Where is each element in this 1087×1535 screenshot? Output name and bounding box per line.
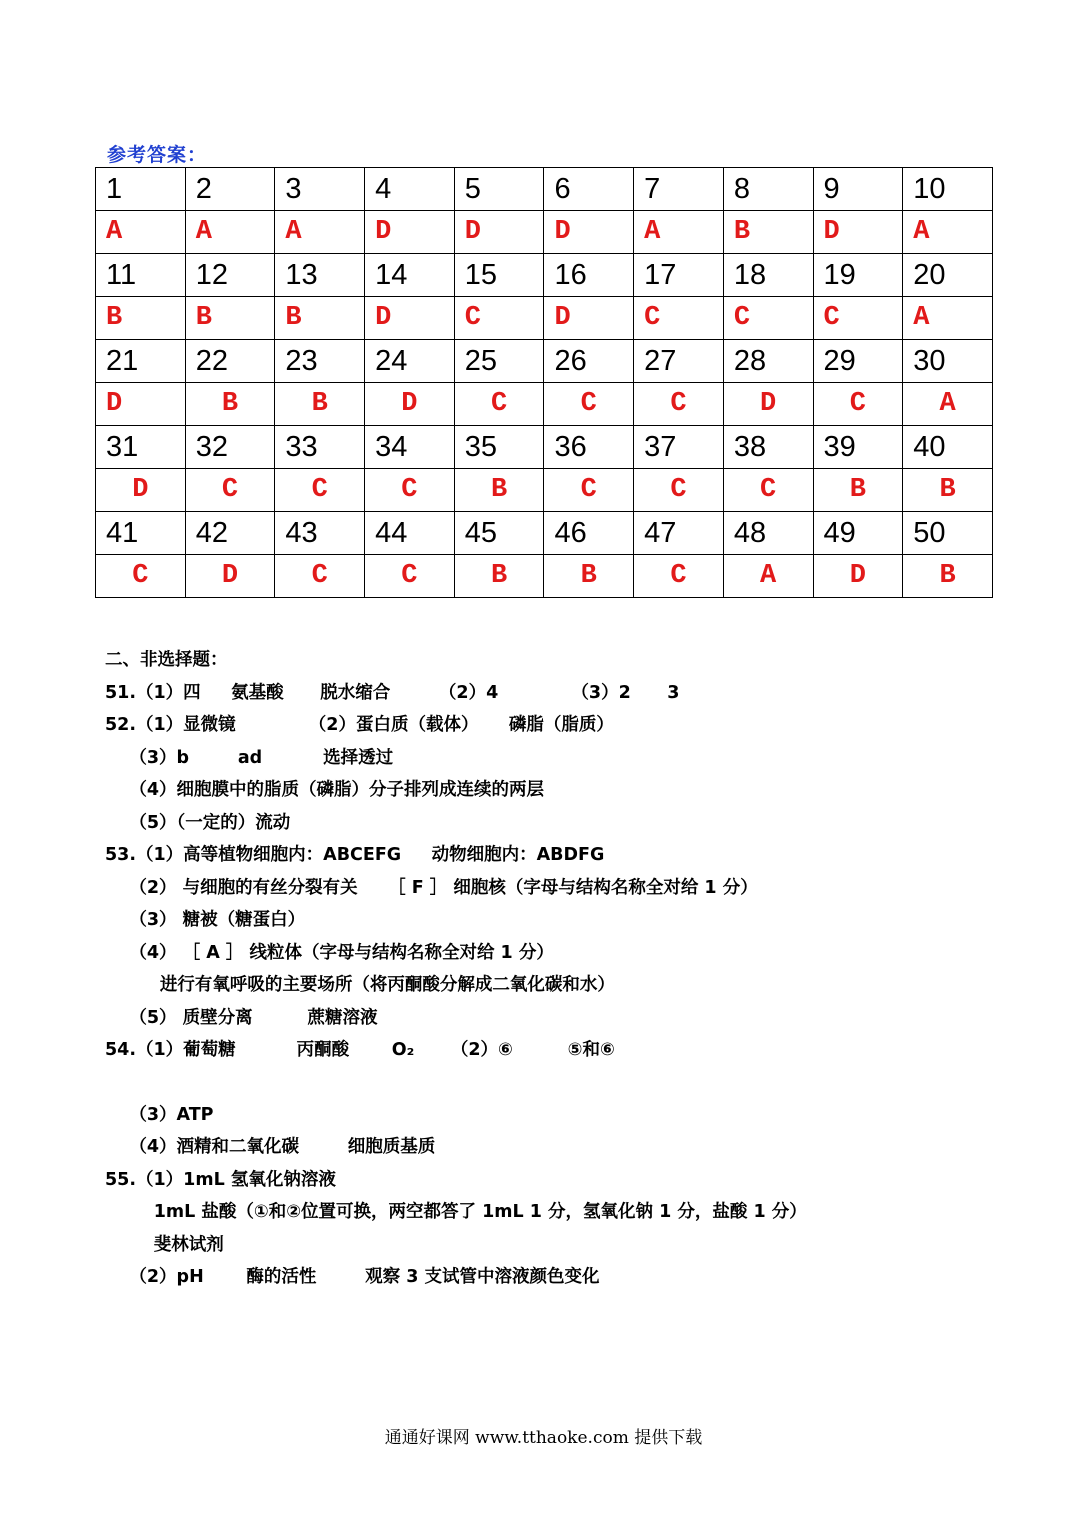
answer-line: （3）b ad 选择透过 [105,747,394,768]
answer-cell: C [365,555,455,598]
answer-line: （5） 质壁分离 蔗糖溶液 [105,1007,378,1028]
question-number-cell: 27 [634,340,724,383]
answer-cell: D [813,555,903,598]
answer-cell: A [634,211,724,254]
answer-cell: C [634,383,724,426]
question-number-cell: 2 [185,168,275,211]
answer-cell: C [634,297,724,340]
answer-cell: B [96,297,186,340]
question-number-cell: 47 [634,512,724,555]
question-number-cell: 37 [634,426,724,469]
answer-heading: 参考答案： [107,144,208,166]
question-number-cell: 8 [723,168,813,211]
answer-line: 斐林试剂 [105,1234,224,1255]
answer-cell: A [903,211,993,254]
question-number-cell: 23 [275,340,365,383]
answer-cell: D [96,383,186,426]
answer-line: 51.（1）四 氨基酸 脱水缩合 （2）4 （3）2 3 [105,682,680,703]
answer-cell: C [813,297,903,340]
question-number-row [96,426,993,469]
question-number-cell: 20 [903,254,993,297]
question-number-cell: 24 [365,340,455,383]
answer-cell: D [544,211,634,254]
answer-cell: B [275,297,365,340]
question-number-cell: 39 [813,426,903,469]
question-number-cell: 18 [723,254,813,297]
answer-line: 1mL 盐酸（①和②位置可换，两空都答了 1mL 1 分，氢氧化钠 1 分，盐酸 1 分） [105,1202,807,1222]
answer-cell: A [723,555,813,598]
answer-cell: D [813,211,903,254]
question-number-cell: 26 [544,340,634,383]
answer-cell: D [185,555,275,598]
question-number-cell: 6 [544,168,634,211]
question-number-cell: 3 [275,168,365,211]
question-number-cell: 12 [185,254,275,297]
answer-cell: C [723,469,813,512]
question-number-cell: 5 [454,168,544,211]
question-number-row [96,512,993,555]
question-number-row [96,340,993,383]
question-number-row [96,254,993,297]
question-number-cell: 19 [813,254,903,297]
answer-cell: B [185,383,275,426]
question-number-cell: 17 [634,254,724,297]
question-number-cell: 10 [903,168,993,211]
answer-line: 54.（1）葡萄糖 丙酮酸 O₂ （2）⑥ ⑤和⑥ [105,1040,615,1060]
answer-cell: C [634,469,724,512]
answer-cell: A [185,211,275,254]
answer-cell: D [723,383,813,426]
answer-line: （2）pH 酶的活性 观察 3 支试管中溶液颜色变化 [105,1267,600,1287]
answer-body [105,644,1005,1294]
question-number-cell: 50 [903,512,993,555]
answer-cell: D [365,297,455,340]
question-number-cell: 46 [544,512,634,555]
answer-cell: C [813,383,903,426]
question-number-cell: 28 [723,340,813,383]
question-number-cell: 14 [365,254,455,297]
answer-row [96,383,993,426]
question-number-cell: 7 [634,168,724,211]
answer-row [96,297,993,340]
answer-line: （4）细胞膜中的脂质（磷脂）分子排列成连续的两层 [105,780,545,800]
question-number-cell: 40 [903,426,993,469]
question-number-cell: 29 [813,340,903,383]
answer-cell: C [544,469,634,512]
answer-cell: C [275,469,365,512]
question-number-cell: 49 [813,512,903,555]
answer-cell: A [903,383,993,426]
answer-line: （2） 与细胞的有丝分裂有关 ［ F ］ 细胞核（字母与结构名称全对给 1 分） [105,877,758,898]
question-number-cell: 11 [96,254,186,297]
answer-line: 53.（1）高等植物细胞内：ABCEFG 动物细胞内：ABDFG [105,845,605,865]
question-number-cell: 38 [723,426,813,469]
answer-cell: B [723,211,813,254]
answer-cell: C [365,469,455,512]
answer-line: （3）ATP [105,1104,214,1125]
question-number-cell: 45 [454,512,544,555]
answer-line: （4） ［ A ］ 线粒体（字母与结构名称全对给 1 分） [105,942,554,963]
answer-cell: B [544,555,634,598]
answer-row [96,469,993,512]
answer-cell: B [454,555,544,598]
answer-line: 进行有氧呼吸的主要场所（将丙酮酸分解成二氧化碳和水） [105,975,615,995]
answer-cell: D [365,211,455,254]
answer-cell: C [723,297,813,340]
footer-source: 通通好课网 www.tthaoke.com 提供下载 [384,1428,703,1448]
question-number-cell: 1 [96,168,186,211]
question-number-cell: 30 [903,340,993,383]
question-number-cell: 36 [544,426,634,469]
question-number-cell: 32 [185,426,275,469]
question-number-cell: 13 [275,254,365,297]
answer-cell: C [96,555,186,598]
answer-cell: B [185,297,275,340]
answer-cell: C [454,297,544,340]
question-number-cell: 22 [185,340,275,383]
answer-cell: C [634,555,724,598]
answer-line: （3） 糖被（糖蛋白） [105,910,306,930]
question-number-cell: 44 [365,512,455,555]
answer-line: （4）酒精和二氧化碳 细胞质基质 [105,1137,436,1157]
answer-cell: A [96,211,186,254]
answer-cell: B [903,469,993,512]
answer-line [105,1067,1005,1099]
answer-cell: B [454,469,544,512]
question-number-cell: 21 [96,340,186,383]
question-number-cell: 33 [275,426,365,469]
answer-line: 55.（1）1mL 氢氧化钠溶液 [105,1169,336,1190]
answer-row [96,211,993,254]
answer-cell: C [185,469,275,512]
answer-cell: D [454,211,544,254]
question-number-cell: 34 [365,426,455,469]
answer-cell: A [903,297,993,340]
question-number-cell: 41 [96,512,186,555]
question-number-cell: 16 [544,254,634,297]
question-number-cell: 9 [813,168,903,211]
answer-line: 52.（1）显微镜 （2）蛋白质（载体） 磷脂（脂质） [105,715,614,735]
question-number-cell: 31 [96,426,186,469]
answer-cell: D [365,383,455,426]
answer-row [96,555,993,598]
question-number-cell: 48 [723,512,813,555]
answer-cell: A [275,211,365,254]
question-number-cell: 42 [185,512,275,555]
section-title: 二、非选择题： [105,650,228,670]
answer-cell: C [544,383,634,426]
answer-cell: B [903,555,993,598]
question-number-cell: 43 [275,512,365,555]
answer-cell: D [544,297,634,340]
answer-line: （5）（一定的）流动 [105,812,291,833]
answer-cell: C [454,383,544,426]
answer-cell: B [275,383,365,426]
question-number-cell: 35 [454,426,544,469]
answer-cell: D [96,469,186,512]
answer-table [95,167,993,598]
question-number-row [96,168,993,211]
answer-cell: C [275,555,365,598]
question-number-cell: 15 [454,254,544,297]
answer-cell: B [813,469,903,512]
question-number-cell: 4 [365,168,455,211]
question-number-cell: 25 [454,340,544,383]
